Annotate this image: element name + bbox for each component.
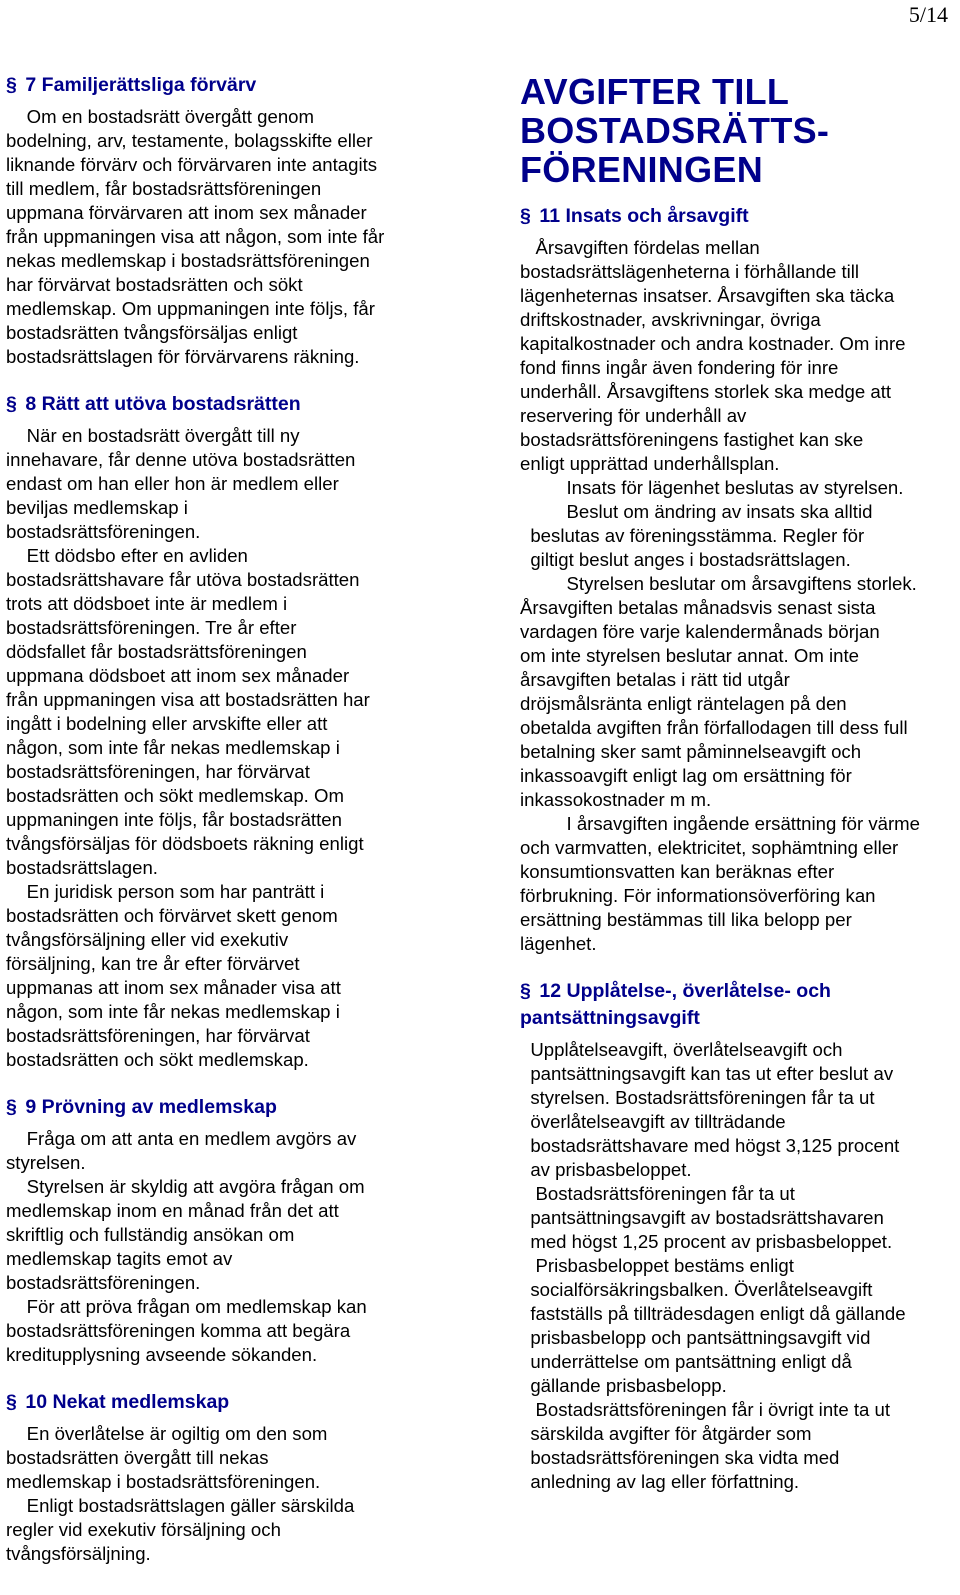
text-line: lägenhet. bbox=[520, 933, 597, 954]
text-line: driftskostnader, avskrivningar, övriga bbox=[520, 309, 821, 330]
text-line: En juridisk person som har panträtt i bbox=[6, 881, 325, 902]
text-line: bostadsrättsföreningen. bbox=[6, 1272, 201, 1293]
text-line: underhåll. Årsavgiftens storlek ska medge att bbox=[520, 381, 892, 402]
text-line: enligt upprättad underhållsplan. bbox=[520, 453, 780, 474]
section-9-body bbox=[6, 1127, 486, 1367]
text-line: till medlem, får bostadsrättsföreningen bbox=[6, 178, 322, 199]
text-line: någon, som inte får nekas medlemskap i bbox=[6, 1001, 340, 1022]
text-line: bostadsrättshavare får utöva bostadsrätten bbox=[6, 569, 360, 590]
section-12-body bbox=[520, 1038, 960, 1494]
text-line: bostadsrätten och förvärvet skett genom bbox=[6, 905, 338, 926]
section-sign-icon: § bbox=[520, 980, 531, 1002]
text-line: Fråga om att anta en medlem avgörs av bbox=[6, 1128, 357, 1149]
text-line: I årsavgiften ingående ersättning för värme bbox=[520, 813, 920, 834]
text-line: lägenheternas insatser. Årsavgiften ska täcka bbox=[520, 285, 895, 306]
text-line: vardagen före varje kalendermånads början bbox=[520, 621, 880, 642]
text-line: medlemskap inom en månad från det att bbox=[6, 1200, 339, 1221]
text-line: uppmanas att inom sex månader visa att bbox=[6, 977, 341, 998]
text-line: uppmaningen inte följs, får bostadsrätten bbox=[6, 809, 342, 830]
text-line: liknande förvärv och förvärvaren inte antagits bbox=[6, 154, 378, 175]
text-line: bodelning, arv, testamente, bolagsskifte eller bbox=[6, 130, 373, 151]
text-line: nekas medlemskap i bostadsrättsföreningen bbox=[6, 250, 370, 271]
text-line: anledning av lag eller författning. bbox=[520, 1471, 800, 1492]
left-column bbox=[6, 72, 486, 1566]
text-line: regler vid exekutiv försäljning och bbox=[6, 1519, 281, 1540]
text-line: Enligt bostadsrättslagen gäller särskilda bbox=[6, 1495, 355, 1516]
text-line: AVGIFTER TILL bbox=[520, 71, 790, 112]
text-line: fond finns ingår även fondering för inre bbox=[520, 357, 839, 378]
section-sign-icon: § bbox=[6, 1096, 17, 1118]
text-line: Bostadsrättsföreningen får ta ut bbox=[520, 1183, 795, 1204]
text-line: inkassokostnader m m. bbox=[520, 789, 712, 810]
text-line: bostadsrättsföreningen. bbox=[6, 521, 201, 542]
text-line: bostadsrättshavare med högst 3,125 procent bbox=[520, 1135, 900, 1156]
text-line: bostadsrättslagen för förvärvarens räkning. bbox=[6, 346, 360, 367]
text-line: För att pröva frågan om medlemskap kan bbox=[6, 1296, 367, 1317]
text-line: särskilda avgifter för åtgärder som bbox=[520, 1423, 812, 1444]
text-line: inkassoavgift enligt lag om ersättning för bbox=[520, 765, 852, 786]
section-sign-icon: § bbox=[6, 393, 17, 415]
text-line: prisbasbelopp och pantsättningsavgift vid bbox=[520, 1327, 871, 1348]
text-line: fastställs på tillträdesdagen enligt då gällande bbox=[520, 1303, 906, 1324]
text-line: ingått i bodelning eller arvskifte eller att bbox=[6, 713, 328, 734]
text-line: från uppmaningen visa att någon, som inte får bbox=[6, 226, 385, 247]
text-line: dröjsmålsränta enligt räntelagen på den bbox=[520, 693, 847, 714]
text-line: bostadsrättsföreningen, har förvärvat bbox=[6, 761, 310, 782]
text-line: förbrukning. För informationsöverföring kan bbox=[520, 885, 876, 906]
text-line: innehavare, får denne utöva bostadsrätten bbox=[6, 449, 356, 470]
text-line: bostadsrättslägenheterna i förhållande till bbox=[520, 261, 860, 282]
text-line: Bostadsrättsföreningen får i övrigt inte ta ut bbox=[520, 1399, 891, 1420]
text-line: Om en bostadsrätt övergått genom bbox=[6, 106, 314, 127]
text-line: socialförsäkringsbalken. Överlåtelseavgift bbox=[520, 1279, 873, 1300]
text-line: betalning sker samt påminnelseavgift och bbox=[520, 741, 862, 762]
text-line: medlemskap tagits emot av bbox=[6, 1248, 233, 1269]
text-line: bostadsrättsföreningen, har förvärvat bbox=[6, 1025, 310, 1046]
text-line: Styrelsen beslutar om årsavgiftens storlek. bbox=[520, 573, 917, 594]
section-sign-icon: § bbox=[520, 205, 531, 227]
text-line: med högst 1,25 procent av prisbasbeloppet. bbox=[520, 1231, 893, 1252]
text-line: bostadsrätten övergått till nekas bbox=[6, 1447, 269, 1468]
text-line: uppmana dödsboet att inom sex månader bbox=[6, 665, 350, 686]
text-line: bostadsrätten och sökt medlemskap. Om bbox=[6, 785, 344, 806]
text-line: ersättning bestämmas till lika belopp per bbox=[520, 909, 852, 930]
text-line: Insats för lägenhet beslutas av styrelsen. bbox=[520, 477, 904, 498]
section-11-body bbox=[520, 236, 960, 956]
text-line: En överlåtelse är ogiltig om den som bbox=[6, 1423, 328, 1444]
text-line: tvångsförsäljas för dödsboets räkning enligt bbox=[6, 833, 364, 854]
text-line: av prisbasbeloppet. bbox=[520, 1159, 692, 1180]
text-line: pantsättningsavgift av bostadsrättshavaren bbox=[520, 1207, 884, 1228]
text-line: kreditupplysning avseende sökanden. bbox=[6, 1344, 318, 1365]
text-line: pantsättningsavgift kan tas ut efter beslut av bbox=[520, 1063, 894, 1084]
text-line: Upplåtelseavgift, överlåtelseavgift och bbox=[520, 1039, 843, 1060]
text-line: bostadsrätten tvångsförsäljas enligt bbox=[6, 322, 298, 343]
text-line: beviljas medlemskap i bbox=[6, 497, 188, 518]
text-line: BOSTADSRÄTTS- bbox=[520, 110, 830, 151]
text-line: tvångsförsäljning eller vid exekutiv bbox=[6, 929, 289, 950]
text-line: uppmana förvärvaren att inom sex månader bbox=[6, 202, 367, 223]
text-line: årsavgiften betalas i rätt tid utgår bbox=[520, 669, 790, 690]
text-line: kapitalkostnader och andra kostnader. Om inre bbox=[520, 333, 906, 354]
section-8-heading: § 8 Rätt att utöva bostadsrätten bbox=[6, 391, 486, 418]
text-line: försäljning, kan tre år efter förvärvet bbox=[6, 953, 300, 974]
text-line: medlemskap. Om uppmaningen inte följs, får bbox=[6, 298, 375, 319]
text-line: trots att dödsboet inte är medlem i bbox=[6, 593, 288, 614]
text-line: från uppmaningen visa att bostadsrätten har bbox=[6, 689, 370, 710]
text-line: bostadsrättsföreningen komma att begära bbox=[6, 1320, 351, 1341]
text-line: bostadsrättsföreningens fastighet kan ske bbox=[520, 429, 864, 450]
text-line: Prisbasbeloppet bestäms enligt bbox=[520, 1255, 794, 1276]
text-line: Årsavgiften betalas månadsvis senast sista bbox=[520, 597, 876, 618]
section-10-body bbox=[6, 1422, 486, 1566]
right-column bbox=[520, 72, 960, 1494]
text-line: skriftlig och fullständig ansökan om bbox=[6, 1224, 295, 1245]
text-line: giltigt beslut anges i bostadsrättslagen. bbox=[520, 549, 851, 570]
chapter-title bbox=[520, 72, 960, 189]
text-line: har förvärvat bostadsrätten och sökt bbox=[6, 274, 303, 295]
section-sign-icon: § bbox=[6, 1391, 17, 1413]
text-line: om inte styrelsen beslutar annat. Om inte bbox=[520, 645, 859, 666]
page-number: 5/14 bbox=[908, 2, 948, 27]
text-line: FÖRENINGEN bbox=[520, 149, 764, 190]
text-line: endast om han eller hon är medlem eller bbox=[6, 473, 339, 494]
text-line: bostadsrättslagen. bbox=[6, 857, 158, 878]
text-line: och varmvatten, elektricitet, sophämtning eller bbox=[520, 837, 899, 858]
text-line: gällande prisbasbelopp. bbox=[520, 1375, 727, 1396]
text-line: obetalda avgiften från förfallodagen till dess full bbox=[520, 717, 908, 738]
section-7-heading: § 7 Familjerättsliga förvärv bbox=[6, 72, 486, 99]
section-9-heading: § 9 Prövning av medlemskap bbox=[6, 1094, 486, 1121]
text-line: styrelsen. Bostadsrättsföreningen får ta ut bbox=[520, 1087, 875, 1108]
text-line: konsumtionsvatten kan beräknas efter bbox=[520, 861, 835, 882]
text-line: styrelsen. bbox=[6, 1152, 86, 1173]
text-line: tvångsförsäljning. bbox=[6, 1543, 151, 1564]
text-line: beslutas av föreningsstämma. Regler för bbox=[520, 525, 865, 546]
text-line: bostadsrättsföreningen ska vidta med bbox=[520, 1447, 840, 1468]
text-line: någon, som inte får nekas medlemskap i bbox=[6, 737, 340, 758]
section-7-body bbox=[6, 105, 486, 369]
text-line: underrättelse om pantsättning enligt då bbox=[520, 1351, 852, 1372]
text-line: reservering för underhåll av bbox=[520, 405, 747, 426]
section-12-heading: § 12 Upplåtelse-, överlåtelse- och pantsättningsavgift bbox=[520, 980, 831, 1029]
text-line: Styrelsen är skyldig att avgöra frågan om bbox=[6, 1176, 365, 1197]
text-line: överlåtelseavgift av tillträdande bbox=[520, 1111, 786, 1132]
text-line: När en bostadsrätt övergått till ny bbox=[6, 425, 300, 446]
section-11-heading: § 11 Insats och årsavgift bbox=[520, 203, 960, 230]
text-line: Ett dödsbo efter en avliden bbox=[6, 545, 248, 566]
section-8-body bbox=[6, 424, 486, 1072]
text-line: Årsavgiften fördelas mellan bbox=[520, 237, 760, 258]
section-sign-icon: § bbox=[6, 74, 17, 96]
text-line: dödsfallet får bostadsrättsföreningen bbox=[6, 641, 307, 662]
text-line: medlemskap i bostadsrättsföreningen. bbox=[6, 1471, 321, 1492]
section-10-heading: § 10 Nekat medlemskap bbox=[6, 1389, 486, 1416]
text-line: bostadsrättsföreningen. Tre år efter bbox=[6, 617, 297, 638]
text-line: Beslut om ändring av insats ska alltid bbox=[520, 501, 873, 522]
text-line: bostadsrätten och sökt medlemskap. bbox=[6, 1049, 309, 1070]
